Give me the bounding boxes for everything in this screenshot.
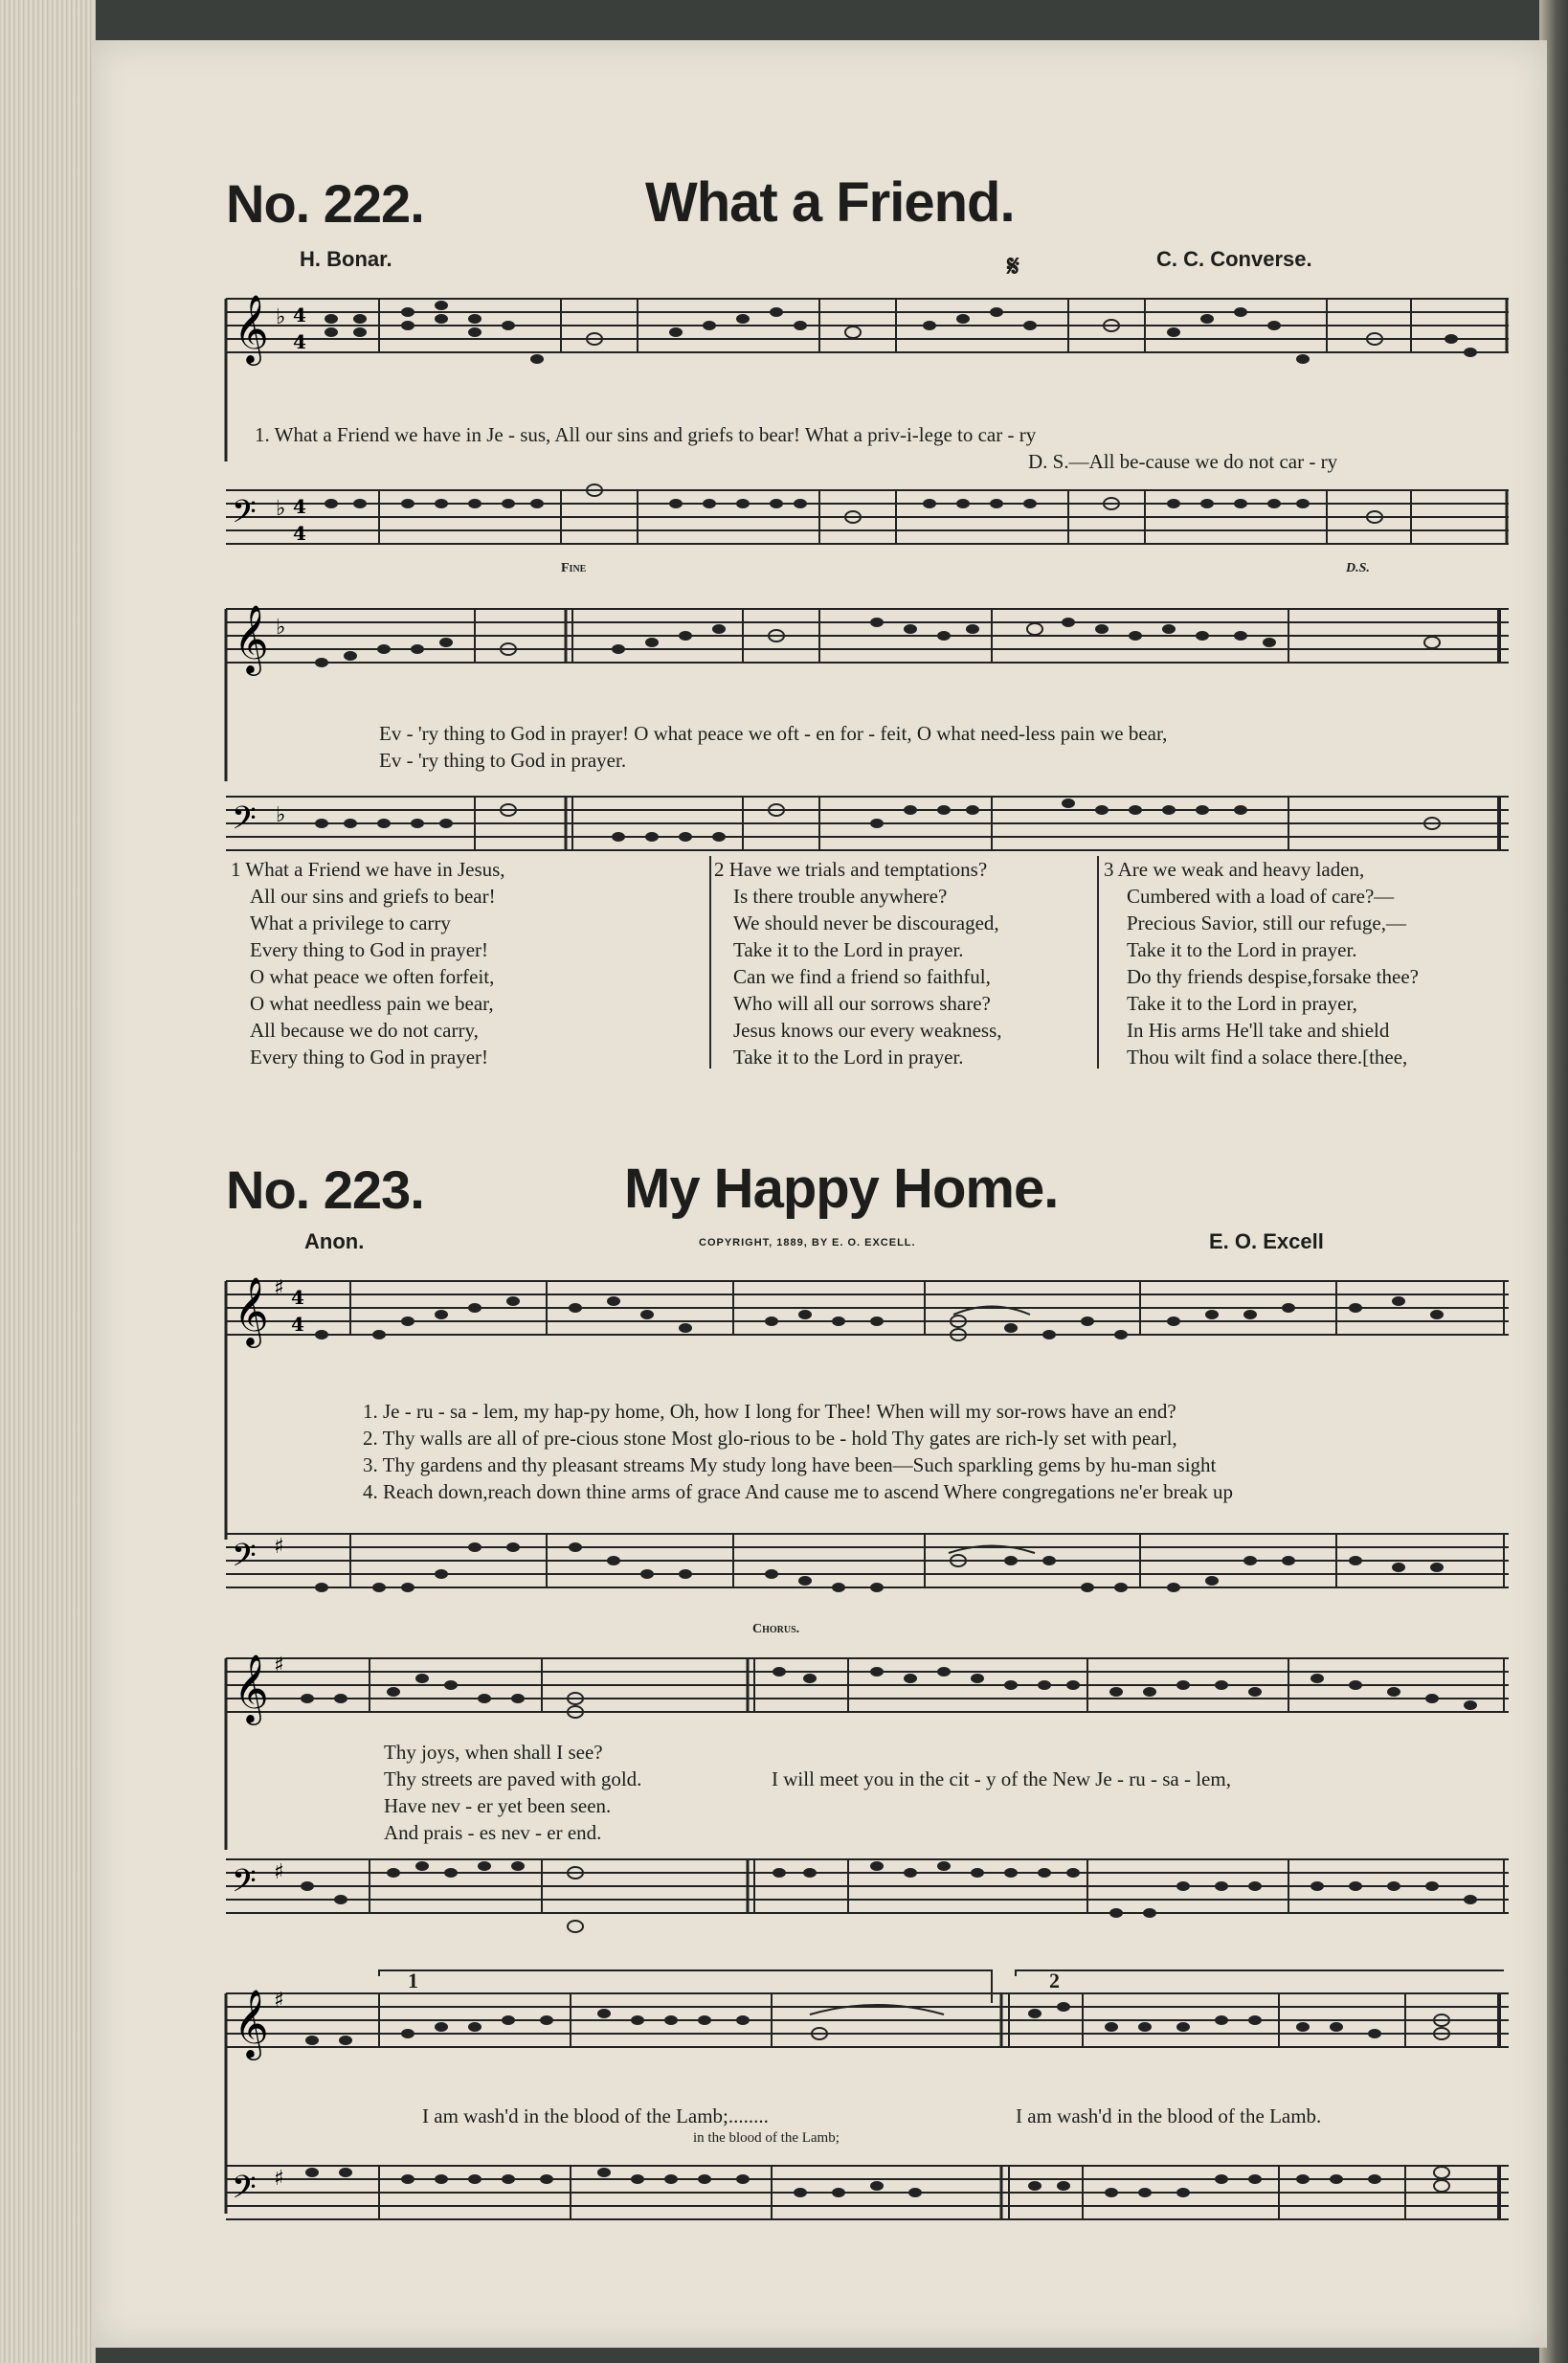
verse-line: 3 Are we weak and heavy laden, [1104,858,1365,881]
refrain-echo: in the blood of the Lamb; [693,2130,840,2146]
first-ending-number: 1 [408,1969,418,1992]
segno-sign: 𝄋 [1007,251,1019,282]
verse-block [231,856,1533,1076]
composer-credit: E. O. Excell [1209,1229,1324,1253]
svg-text:𝄞: 𝄞 [234,1653,269,1722]
verse-line: Every thing to God in prayer! [250,1046,489,1069]
verse-line: We should never be discouraged, [733,911,999,934]
svg-text:4: 4 [293,304,306,326]
bass-staff [226,1515,1509,1610]
chorus-label: Chorus. [752,1622,800,1636]
ending-line: Thy streets are paved with gold. [384,1767,642,1790]
copyright-notice: COPYRIGHT, 1889, BY E. O. EXCELL. [699,1237,916,1249]
svg-text:𝄞: 𝄞 [234,603,269,673]
svg-text:♯: ♯ [274,1276,284,1300]
svg-text:♯: ♯ [274,1535,284,1559]
svg-text:♯: ♯ [274,1860,284,1884]
verse-line: In His arms He'll take and shield [1127,1019,1390,1042]
verse-line: 1 What a Friend we have in Jesus, [231,858,505,881]
hymnal-page [92,40,1547,2348]
bass-staff [226,2147,1509,2242]
verse-divider [709,856,711,1069]
verse-line: What a privilege to carry [250,911,451,934]
second-ending-number: 2 [1049,1969,1060,1992]
verse-line: Take it to the Lord in prayer, [1127,992,1357,1015]
svg-text:♯: ♯ [274,1654,284,1677]
svg-text:4: 4 [293,522,306,545]
svg-text:𝄞: 𝄞 [234,1988,269,2058]
verse-line: Take it to the Lord in prayer. [733,938,964,961]
svg-text:4: 4 [293,495,306,518]
lyric-line: Ev - 'ry thing to God in prayer. [379,749,627,772]
ending-line: Have nev - er yet been seen. [384,1794,612,1817]
verse-line: All our sins and griefs to bear! [250,885,496,908]
stanza-line: 1. Je - ru - sa - lem, my hap-py home, Oh, how I long for Thee! When will my sor-rows have an end? [363,1400,1176,1423]
svg-text:4: 4 [293,330,306,353]
svg-text:♭: ♭ [276,616,286,640]
svg-text:♭: ♭ [276,497,286,521]
bass-staff [226,471,1509,567]
ending-line: And prais - es nev - er end. [384,1821,602,1844]
verse-line: 2 Have we trials and temptations? [714,858,988,881]
stanza-line: 4. Reach down,reach down thine arms of grace And cause me to ascend Where congregations ne'er break up [363,1480,1233,1503]
verse-line: Can we find a friend so faithful, [733,965,991,988]
verse-line: Take it to the Lord in prayer. [1127,938,1357,961]
svg-text:♭: ♭ [276,305,286,329]
page-edge-left [0,0,96,2363]
treble-staff [226,1262,1509,1358]
lyric-line: Ev - 'ry thing to God in prayer! O what peace we oft - en for - feit, O what need-less pain we bear, [379,722,1168,745]
svg-text:♭: ♭ [276,803,286,827]
ds-marking: D.S. [1346,561,1370,575]
svg-text:𝄢: 𝄢 [232,1538,257,1582]
stanza-line: 3. Thy gardens and thy pleasant streams My study long have been—Such sparkling gems by hu-man sight [363,1453,1217,1476]
hymn-number: No. 223. [226,1159,424,1220]
hymn-number: No. 222. [226,173,424,234]
hymn-title: My Happy Home. [624,1158,1059,1220]
lyricist-credit: H. Bonar. [300,247,392,271]
svg-text:𝄢: 𝄢 [232,1863,257,1907]
verse-2 [714,856,1002,1070]
svg-text:4: 4 [291,1286,304,1309]
lyric-line: 1. What a Friend we have in Je - sus, All our sins and griefs to bear! What a priv-i-lege to car - ry [255,423,1037,446]
ending-line: Thy joys, when shall I see? [384,1741,603,1764]
svg-text:𝄢: 𝄢 [232,494,257,538]
svg-text:♯: ♯ [274,1989,284,2013]
bass-staff [226,1840,1509,1936]
verse-line: O what needless pain we bear, [250,992,494,1015]
composer-credit: C. C. Converse. [1156,247,1312,271]
verse-line: Every thing to God in prayer! [250,938,489,961]
treble-staff [226,590,1509,686]
verse-line: Jesus knows our every weakness, [733,1019,1002,1042]
verse-line: Thou wilt find a solace there.[thee, [1127,1046,1408,1069]
lyric-line-ds: D. S.—All be-cause we do not car - ry [1028,450,1338,473]
stanza-line: 2. Thy walls are all of pre-cious stone Most glo-rious to be - hold Thy gates are rich-ly set with pearl, [363,1427,1177,1450]
svg-text:𝄞: 𝄞 [234,1275,269,1345]
svg-text:𝄞: 𝄞 [234,293,269,363]
hymn-title: What a Friend. [645,171,1015,234]
refrain-lyric: I am wash'd in the blood of the Lamb;........ [422,2104,769,2127]
svg-text:𝄢: 𝄢 [232,800,257,844]
fine-marking: Fine [561,561,587,575]
verse-line: Take it to the Lord in prayer. [733,1046,964,1069]
treble-staff [226,1974,1509,2070]
verse-line: Do thy friends despise,forsake thee? [1127,965,1419,988]
lyricist-credit: Anon. [304,1229,365,1253]
refrain-lyric: I am wash'd in the blood of the Lamb. [1016,2104,1322,2127]
verse-line: All because we do not carry, [250,1019,479,1042]
verse-line: Precious Savior, still our refuge,— [1127,911,1406,934]
chorus-lyric: I will meet you in the cit - y of the New Je - ru - sa - lem, [772,1767,1231,1790]
treble-staff [226,1639,1509,1735]
verse-1 [231,856,505,1070]
verse-line: Who will all our sorrows share? [733,992,991,1015]
verse-divider [1097,856,1099,1069]
svg-text:4: 4 [291,1313,304,1336]
svg-text:𝄢: 𝄢 [232,2170,257,2214]
svg-text:♯: ♯ [274,2167,284,2191]
verse-line: Is there trouble anywhere? [733,885,948,908]
verse-3 [1104,856,1419,1070]
verse-line: O what peace we often forfeit, [250,965,495,988]
verse-line: Cumbered with a load of care?— [1127,885,1395,908]
treble-staff [226,280,1509,375]
